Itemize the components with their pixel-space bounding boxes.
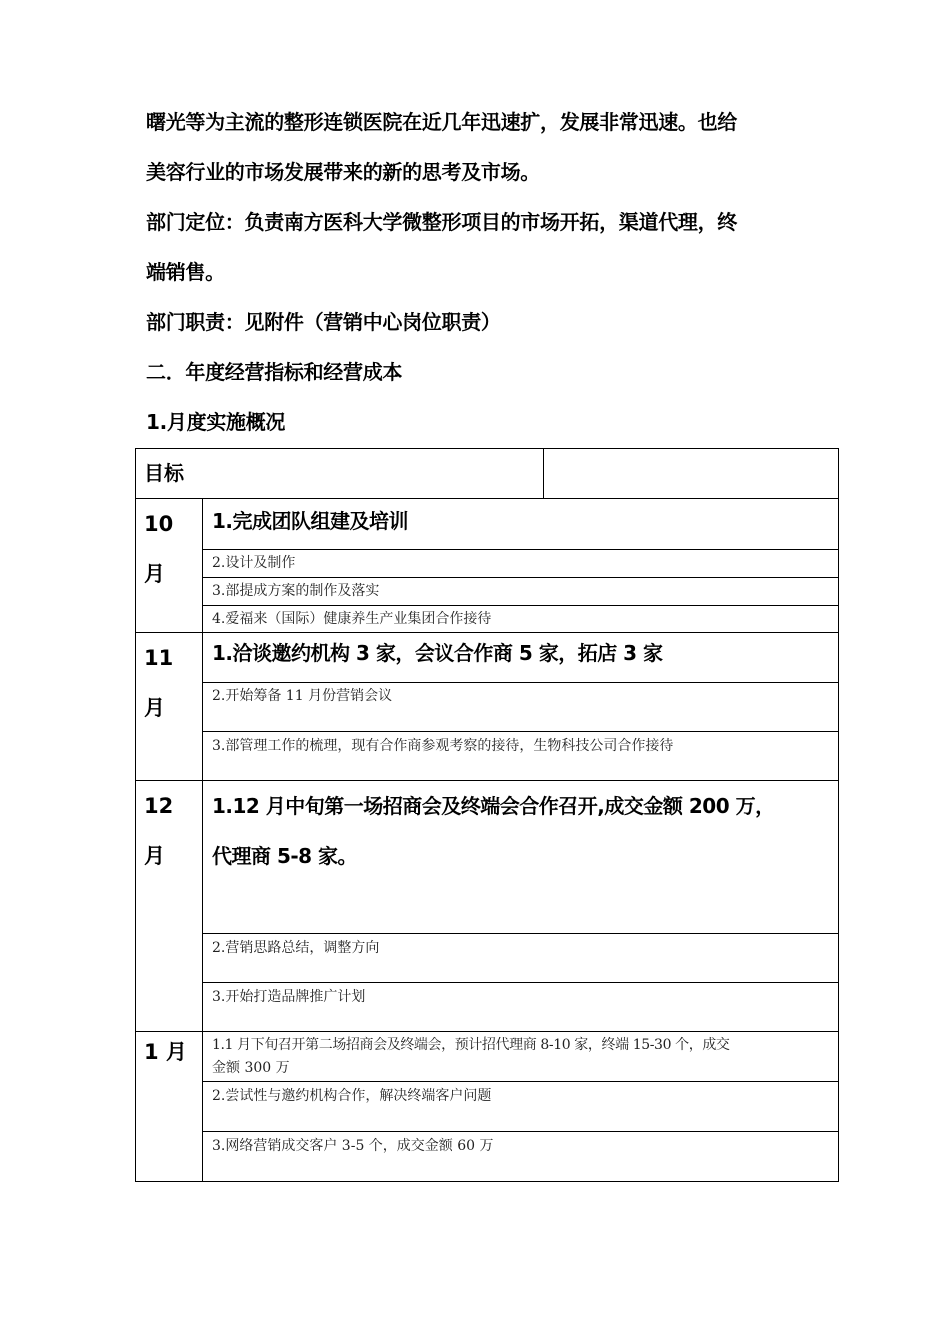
header-target-label: 目标: [136, 449, 544, 499]
monthly-plan-table: [135, 448, 839, 1182]
plan-item: 3.部管理工作的梳理，现有合作商参观考察的接待，生物科技公司合作接待: [203, 732, 839, 781]
plan-item-line-2: 金额 300 万: [212, 1060, 290, 1076]
plan-item: 3.开始打造品牌推广计划: [203, 983, 839, 1032]
table-row: [136, 732, 839, 781]
plan-item: [203, 1032, 839, 1082]
table-row: [136, 578, 839, 606]
table-row: [136, 983, 839, 1032]
month-label-december: 12 月: [136, 781, 203, 1032]
plan-item: 1.完成团队组建及培训: [203, 499, 839, 550]
plan-item-large: [203, 781, 839, 934]
table-row: [136, 1032, 839, 1082]
department-positioning-line-2: 端销售。: [146, 260, 225, 284]
plan-item: 1.洽谈邀约机构 3 家，会议合作商 5 家，拓店 3 家: [203, 633, 839, 683]
subsection-heading: 1.月度实施概况: [146, 410, 286, 434]
table-row: [136, 633, 839, 683]
plan-item-line-2: 代理商 5-8 家。: [212, 844, 358, 868]
plan-item: 3.网络营销成交客户 3-5 个，成交金额 60 万: [203, 1132, 839, 1182]
plan-item: 2.设计及制作: [203, 550, 839, 578]
plan-item: 3.部提成方案的制作及落实: [203, 578, 839, 606]
table-header-row: [136, 449, 839, 499]
plan-item: 2.开始筹备 11 月份营销会议: [203, 683, 839, 732]
table-row: [136, 1132, 839, 1182]
month-label-october: 10 月: [136, 499, 203, 633]
plan-item: 4.爱福来（国际）健康养生产业集团合作接待: [203, 606, 839, 633]
table-row: [136, 781, 839, 934]
plan-item-line-1: 1.1 月下旬召开第二场招商会及终端会，预计招代理商 8-10 家，终端 15-30 个，成交: [212, 1037, 730, 1053]
month-label-january: 1 月: [136, 1032, 203, 1182]
section-heading: 二．年度经营指标和经营成本: [146, 360, 403, 384]
month-label-november: 11 月: [136, 633, 203, 781]
table-row: [136, 550, 839, 578]
table-row: [136, 1082, 839, 1132]
department-duties: 部门职责：见附件（营销中心岗位职责）: [146, 310, 501, 334]
paragraph-line-1: 曙光等为主流的整形连锁医院在近几年迅速扩，发展非常迅速。也给: [146, 110, 737, 134]
department-positioning-line-1: 部门定位：负责南方医科大学微整形项目的市场开拓，渠道代理，终: [146, 210, 737, 234]
table-row: [136, 606, 839, 633]
header-target-value: [544, 449, 839, 499]
plan-item: 2.营销思路总结，调整方向: [203, 934, 839, 983]
plan-item-line-1: 1.12 月中旬第一场招商会及终端会合作召开,成交金额 200 万，: [212, 794, 775, 818]
table-row: [136, 683, 839, 732]
table-row: [136, 499, 839, 550]
table-row: [136, 934, 839, 983]
plan-item: 2.尝试性与邀约机构合作，解决终端客户问题: [203, 1082, 839, 1132]
paragraph-line-2: 美容行业的市场发展带来的新的思考及市场。: [146, 160, 540, 184]
